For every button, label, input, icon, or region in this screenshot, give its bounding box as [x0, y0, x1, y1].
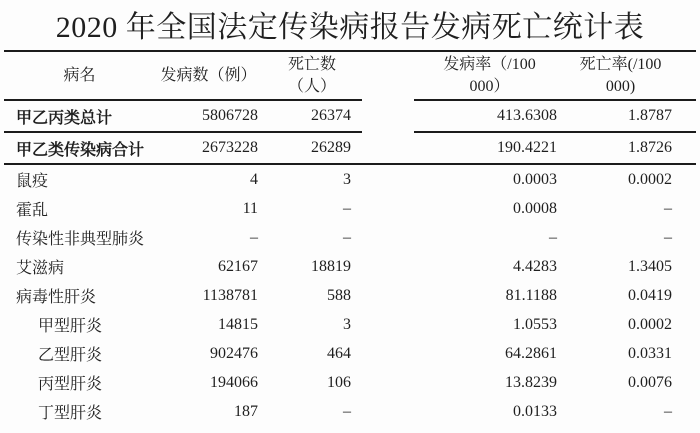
incidence-rate-value: 1.0553 — [513, 315, 557, 333]
cases-value: 902476 — [210, 344, 258, 362]
divider-gap — [362, 131, 414, 133]
disease-name: 病毒性肝炎 — [16, 289, 97, 306]
mortality-rate-value: 0.0002 — [628, 170, 672, 188]
cases-value: 62167 — [218, 257, 258, 275]
deaths-value: 26289 — [311, 139, 351, 156]
mortality-rate-value: 0.0331 — [628, 344, 672, 362]
mortality-rate-value: 1.8787 — [628, 107, 672, 124]
deaths-value: 26374 — [311, 107, 351, 124]
cases-value: 5806728 — [202, 107, 258, 124]
deaths-value: 588 — [327, 286, 351, 304]
incidence-rate-value: 0.0003 — [513, 170, 557, 188]
statistics-table — [4, 6, 696, 426]
disease-name: 乙型肝炎 — [38, 347, 103, 364]
cases-value: 11 — [242, 199, 258, 217]
incidence-rate-value: 4.4283 — [513, 257, 557, 275]
table-row-viral-hepatitis — [4, 281, 696, 310]
col-header-mortality-rate-line1: 死亡率(/100 — [579, 55, 662, 73]
header-divider-line — [4, 99, 696, 101]
disease-name: 丁型肝炎 — [38, 405, 103, 422]
col-header-incidence-rate-line1: 发病率（/100 — [443, 55, 536, 73]
cases-value: – — [250, 228, 258, 246]
col-header-disease-name: 病名 — [63, 66, 96, 84]
table-row-hepatitis-b — [4, 339, 696, 368]
incidence-rate-value: 0.0133 — [513, 402, 557, 420]
disease-name: 鼠疫 — [16, 173, 49, 190]
cases-value: 2673228 — [202, 139, 258, 156]
deaths-value: – — [343, 199, 351, 217]
col-header-incidence-rate-line2: 000） — [469, 77, 510, 95]
table-row-aids — [4, 252, 696, 281]
incidence-rate-value: 190.4221 — [497, 139, 557, 156]
col-header-mortality-rate-line2: 000) — [605, 77, 636, 95]
disease-name: 甲型肝炎 — [38, 318, 103, 335]
mortality-rate-value: 1.3405 — [628, 257, 672, 275]
mortality-rate-value: 0.0076 — [628, 373, 672, 391]
divider-right-segment — [414, 99, 696, 101]
mortality-rate-value: – — [664, 402, 672, 420]
table-header-row — [4, 52, 696, 99]
mortality-rate-value: – — [664, 228, 672, 246]
mortality-rate-value: – — [664, 199, 672, 217]
table-row-sars — [4, 223, 696, 252]
col-header-deaths-line2: （人） — [287, 77, 336, 95]
disease-name: 霍乱 — [16, 202, 49, 219]
table-row-hepatitis-c — [4, 368, 696, 397]
divider-gap — [362, 99, 414, 101]
col-header-deaths-line1: 死亡数 — [287, 55, 336, 73]
disease-name: 丙型肝炎 — [38, 376, 103, 393]
table-row-total-ab — [4, 133, 696, 163]
deaths-value: 18819 — [311, 257, 351, 275]
col-header-mortality-rate — [565, 54, 696, 97]
incidence-rate-value: 0.0008 — [513, 199, 557, 217]
incidence-rate-value: 413.6308 — [497, 107, 557, 124]
disease-name: 传染性非典型肺炎 — [16, 231, 145, 248]
disease-name: 甲乙丙类总计 — [16, 109, 113, 127]
row-divider-line — [4, 131, 696, 133]
col-header-incidence-rate — [414, 54, 565, 97]
page-title: 2020 年全国法定传染病报告发病死亡统计表 — [55, 11, 645, 44]
divider-right-segment — [414, 131, 696, 133]
deaths-value: 106 — [327, 373, 351, 391]
mortality-rate-value: 0.0002 — [628, 315, 672, 333]
deaths-value: 3 — [343, 170, 351, 188]
incidence-rate-value: 64.2861 — [505, 344, 557, 362]
disease-name: 甲乙类传染病合计 — [16, 141, 145, 159]
table-row-hepatitis-d — [4, 397, 696, 426]
divider-left-segment — [4, 99, 362, 101]
deaths-value: 3 — [343, 315, 351, 333]
cases-value: 1138781 — [202, 286, 258, 304]
table-row-hepatitis-a — [4, 310, 696, 339]
incidence-rate-value: – — [549, 228, 557, 246]
table-row-total-abc — [4, 101, 696, 131]
incidence-rate-value: 81.1188 — [505, 286, 557, 304]
deaths-value: – — [343, 402, 351, 420]
deaths-value: 464 — [327, 344, 351, 362]
divider-left-segment — [4, 131, 362, 133]
mortality-rate-value: 0.0419 — [628, 286, 672, 304]
incidence-rate-value: 13.8239 — [505, 373, 557, 391]
mortality-rate-value: 1.8726 — [628, 139, 672, 156]
cases-value: 187 — [234, 402, 258, 420]
col-header-cases: 发病数（例） — [160, 66, 257, 84]
deaths-value: – — [343, 228, 351, 246]
cases-value: 4 — [250, 170, 258, 188]
col-header-deaths — [262, 54, 362, 97]
disease-name: 艾滋病 — [16, 260, 65, 277]
table-row-plague — [4, 165, 696, 194]
cases-value: 14815 — [218, 315, 258, 333]
cases-value: 194066 — [210, 373, 258, 391]
table-row-cholera — [4, 194, 696, 223]
